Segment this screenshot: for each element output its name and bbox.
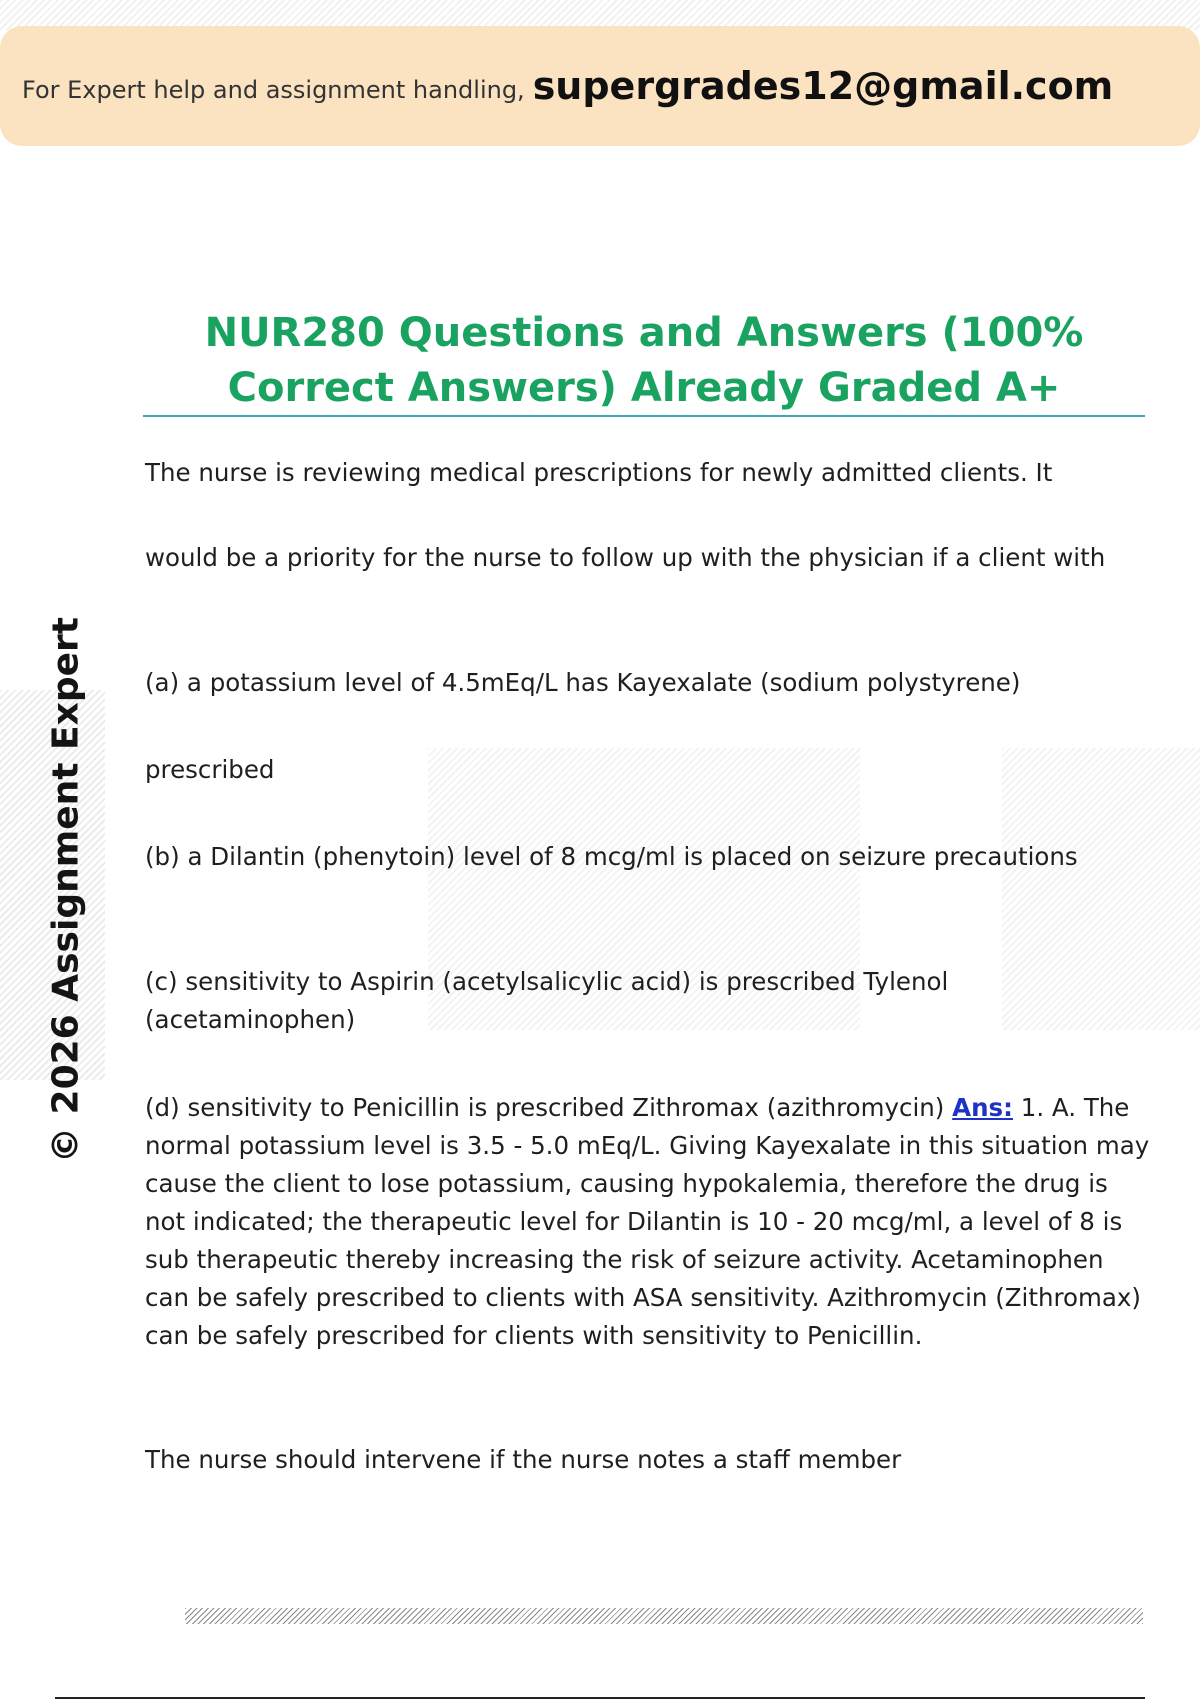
option-b: (b) a Dilantin (phenytoin) level of 8 mcg/ml is placed on seizure precautions bbox=[145, 842, 1078, 871]
question-2-stem: The nurse should intervene if the nurse notes a staff member bbox=[145, 1445, 902, 1474]
option-a-line-1: (a) a potassium level of 4.5mEq/L has Kayexalate (sodium polystyrene) bbox=[145, 668, 1021, 697]
contact-banner bbox=[0, 26, 1200, 146]
option-c: (c) sensitivity to Aspirin (acetylsalicylic acid) is prescribed Tylenol (acetaminophen) bbox=[145, 967, 949, 1034]
copyright-watermark: © 2026 Assignment Expert bbox=[45, 617, 87, 1163]
option-a-line-2: prescribed bbox=[145, 755, 275, 784]
option-d-text: (d) sensitivity to Penicillin is prescribed Zithromax (azithromycin) bbox=[145, 1093, 945, 1122]
option-d-with-answer bbox=[145, 1089, 1150, 1355]
footer-zigzag-divider bbox=[185, 1608, 1143, 1624]
question-1-stem-line-1: The nurse is reviewing medical prescriptions for newly admitted clients. It bbox=[145, 458, 1053, 487]
answer-label: Ans: bbox=[952, 1093, 1013, 1122]
banner-email: supergrades12@gmail.com bbox=[532, 64, 1114, 108]
document-title: NUR280 Questions and Answers (100% Correct Answers) Already Graded A+ bbox=[204, 310, 1084, 411]
question-1-stem-line-2: would be a priority for the nurse to follow up with the physician if a client with bbox=[145, 543, 1106, 572]
footer-rule bbox=[55, 1697, 1145, 1699]
banner-prefix-text: For Expert help and assignment handling, bbox=[22, 76, 525, 104]
title-divider bbox=[143, 415, 1145, 417]
answer-explanation: 1. A. The normal potassium level is 3.5 - 5.0 mEq/L. Giving Kayexalate in this situation may cause the client to lose potassium, causing hypokalemia, therefore the drug is not indicated; the therapeutic level for Dilantin is 10 - 20 mcg/ml, a level of 8 is sub therapeutic thereby increasing the risk of seizure activity. Acetaminophen can be safely prescribed to clients with ASA sensitivity. Azithromycin (Zithromax) can be safely prescribed for clients with sensitivity to Penicillin. bbox=[145, 1093, 1150, 1350]
